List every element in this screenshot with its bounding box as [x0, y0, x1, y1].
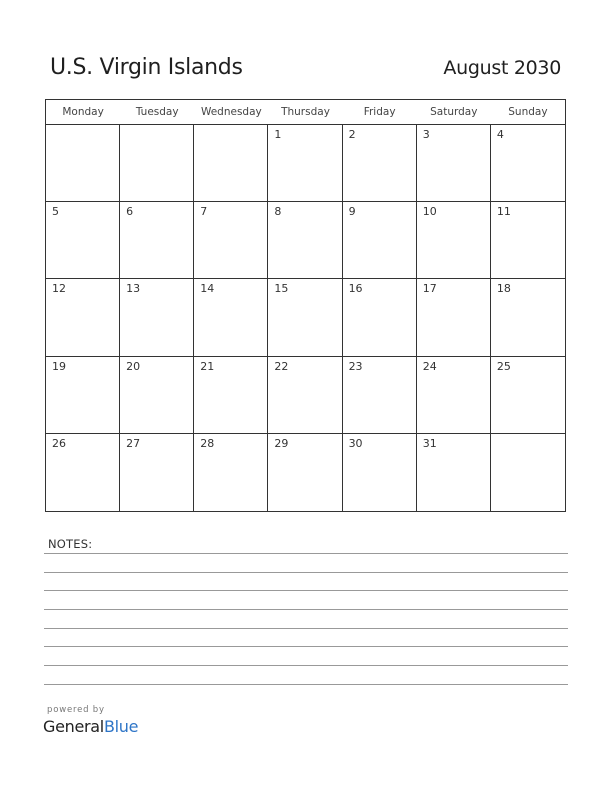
day-cell [491, 434, 565, 511]
day-number: 28 [200, 436, 215, 450]
day-cell [46, 434, 120, 511]
day-number: 18 [496, 282, 511, 296]
day-number: 24 [422, 359, 437, 373]
day-number: 8 [274, 205, 282, 219]
calendar-grid [45, 99, 566, 512]
day-cell [46, 279, 120, 356]
day-number: 17 [422, 282, 437, 296]
note-line [44, 609, 568, 610]
day-cell [417, 125, 491, 202]
day-grid [46, 125, 565, 511]
brand-logo[interactable] [43, 717, 138, 736]
day-number: 6 [126, 205, 134, 219]
day-number: 2 [348, 128, 356, 141]
day-number: 29 [274, 436, 289, 450]
day-cell [491, 125, 565, 202]
day-cell [417, 279, 491, 356]
weekday-monday: Monday [62, 106, 104, 118]
day-number: 3 [422, 128, 430, 141]
page-title: U.S. Virgin Islands [50, 55, 243, 80]
note-line [44, 646, 568, 647]
note-line [44, 665, 568, 666]
weekday-wednesday: Wednesday [200, 106, 262, 118]
day-cell [120, 202, 194, 279]
note-line [44, 590, 568, 591]
day-number: 27 [126, 436, 141, 450]
day-number: 12 [52, 282, 66, 296]
day-number: 26 [52, 436, 66, 450]
day-number: 15 [274, 282, 289, 296]
day-number: 4 [496, 128, 504, 141]
day-cell [268, 202, 342, 279]
powered-by-text: powered by [47, 705, 105, 715]
day-cell [194, 434, 268, 511]
day-cell [343, 125, 417, 202]
day-number: 14 [200, 282, 215, 296]
weekday-thursday: Thursday [281, 106, 330, 118]
day-cell [268, 125, 342, 202]
day-cell [120, 125, 194, 202]
day-number: 22 [274, 359, 289, 373]
day-number: 1 [274, 128, 282, 141]
day-cell [120, 434, 194, 511]
day-cell [120, 357, 194, 434]
day-cell [120, 279, 194, 356]
day-cell [417, 202, 491, 279]
day-number: 10 [422, 205, 437, 219]
day-number: 30 [348, 436, 363, 450]
day-number: 13 [126, 282, 141, 296]
notes-label: NOTES: [48, 537, 93, 551]
day-number: 9 [348, 205, 356, 219]
day-cell [268, 434, 342, 511]
day-number: 11 [496, 205, 511, 219]
note-line [44, 684, 568, 685]
day-number: 20 [126, 359, 141, 373]
brand-name-blue: Blue [103, 717, 139, 736]
day-cell [268, 357, 342, 434]
day-number: 16 [348, 282, 363, 296]
weekday-sunday: Sunday [508, 106, 548, 118]
day-cell [491, 202, 565, 279]
note-line [44, 572, 568, 573]
day-cell [343, 357, 417, 434]
day-number: 7 [200, 205, 208, 219]
day-cell [46, 202, 120, 279]
day-cell [417, 357, 491, 434]
day-cell [343, 434, 417, 511]
weekday-saturday: Saturday [430, 106, 478, 118]
day-cell [194, 357, 268, 434]
note-line [44, 628, 568, 629]
day-cell [268, 279, 342, 356]
day-number: 21 [200, 359, 215, 373]
weekday-tuesday: Tuesday [135, 106, 179, 118]
day-cell [46, 357, 120, 434]
month-year: August 2030 [443, 57, 561, 79]
day-cell [343, 202, 417, 279]
day-cell [491, 357, 565, 434]
day-number: 5 [52, 205, 59, 219]
weekday-header [46, 100, 565, 125]
day-number: 31 [422, 436, 437, 450]
day-cell [491, 279, 565, 356]
weekday-friday: Friday [363, 106, 396, 118]
day-number: 25 [496, 359, 511, 373]
day-cell [343, 279, 417, 356]
day-number: 19 [52, 359, 66, 373]
day-cell [194, 279, 268, 356]
day-cell [46, 125, 120, 202]
day-number: 23 [348, 359, 363, 373]
brand-name-general: General [43, 717, 104, 736]
note-line [44, 553, 568, 554]
day-cell [194, 202, 268, 279]
day-cell [417, 434, 491, 511]
day-cell [194, 125, 268, 202]
